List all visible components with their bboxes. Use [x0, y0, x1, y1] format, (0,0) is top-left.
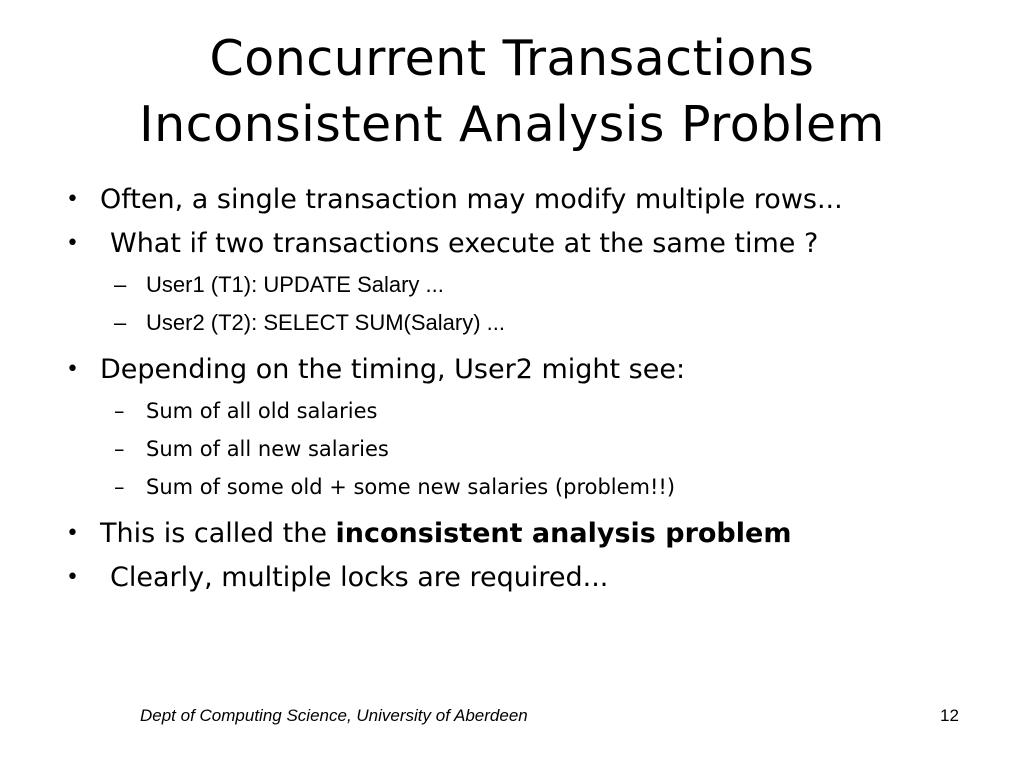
sub-bullet-item — [62, 392, 1002, 430]
title-line-2: Inconsistent Analysis Problem — [139, 96, 885, 153]
bullet-item — [62, 512, 1002, 556]
sub-bullet-symbol: – — [114, 437, 125, 461]
bullet-item — [62, 348, 1002, 392]
page-number: 12 — [940, 706, 959, 725]
sub-bullet-symbol: – — [114, 475, 125, 499]
bullet-text: What if two transactions execute at the same time ? — [110, 228, 819, 259]
bullet-text: Often, a single transaction may modify multiple rows... — [100, 184, 843, 215]
bullet-text: Depending on the timing, User2 might see: — [100, 354, 686, 385]
bullet-text: Clearly, multiple locks are required... — [110, 562, 609, 593]
bullet-symbol: • — [66, 565, 79, 590]
bullet-emphasis: inconsistent analysis problem — [335, 518, 792, 549]
slide-title — [0, 26, 1024, 158]
sub-bullet-symbol: – — [114, 272, 127, 297]
sub-bullet-item — [62, 266, 1002, 304]
bullet-item — [62, 556, 1002, 600]
bullet-item — [62, 222, 1002, 266]
footer-text: Dept of Computing Science, University of Aberdeen — [140, 706, 528, 725]
bullet-list — [62, 178, 1002, 600]
sub-bullet-text: Sum of some old + some new salaries (problem!!) — [146, 475, 676, 499]
bullet-symbol: • — [66, 231, 79, 256]
sub-bullet-item — [62, 430, 1002, 468]
sub-bullet-item — [62, 304, 1002, 342]
sub-bullet-symbol: – — [114, 399, 125, 423]
sub-bullet-symbol: – — [114, 310, 127, 335]
bullet-symbol: • — [66, 521, 79, 546]
sub-bullet-text: Sum of all old salaries — [146, 399, 378, 423]
sub-bullet-text: User1 (T1): UPDATE Salary ... — [146, 272, 444, 297]
bullet-symbol: • — [66, 357, 79, 382]
sub-bullet-text: Sum of all new salaries — [146, 437, 389, 461]
bullet-symbol: • — [66, 187, 79, 212]
title-line-1: Concurrent Transactions — [209, 30, 815, 87]
bullet-text-prefix: This is called the — [100, 518, 336, 549]
bullet-item — [62, 178, 1002, 222]
sub-bullet-item — [62, 468, 1002, 506]
sub-bullet-text: User2 (T2): SELECT SUM(Salary) ... — [146, 310, 505, 335]
